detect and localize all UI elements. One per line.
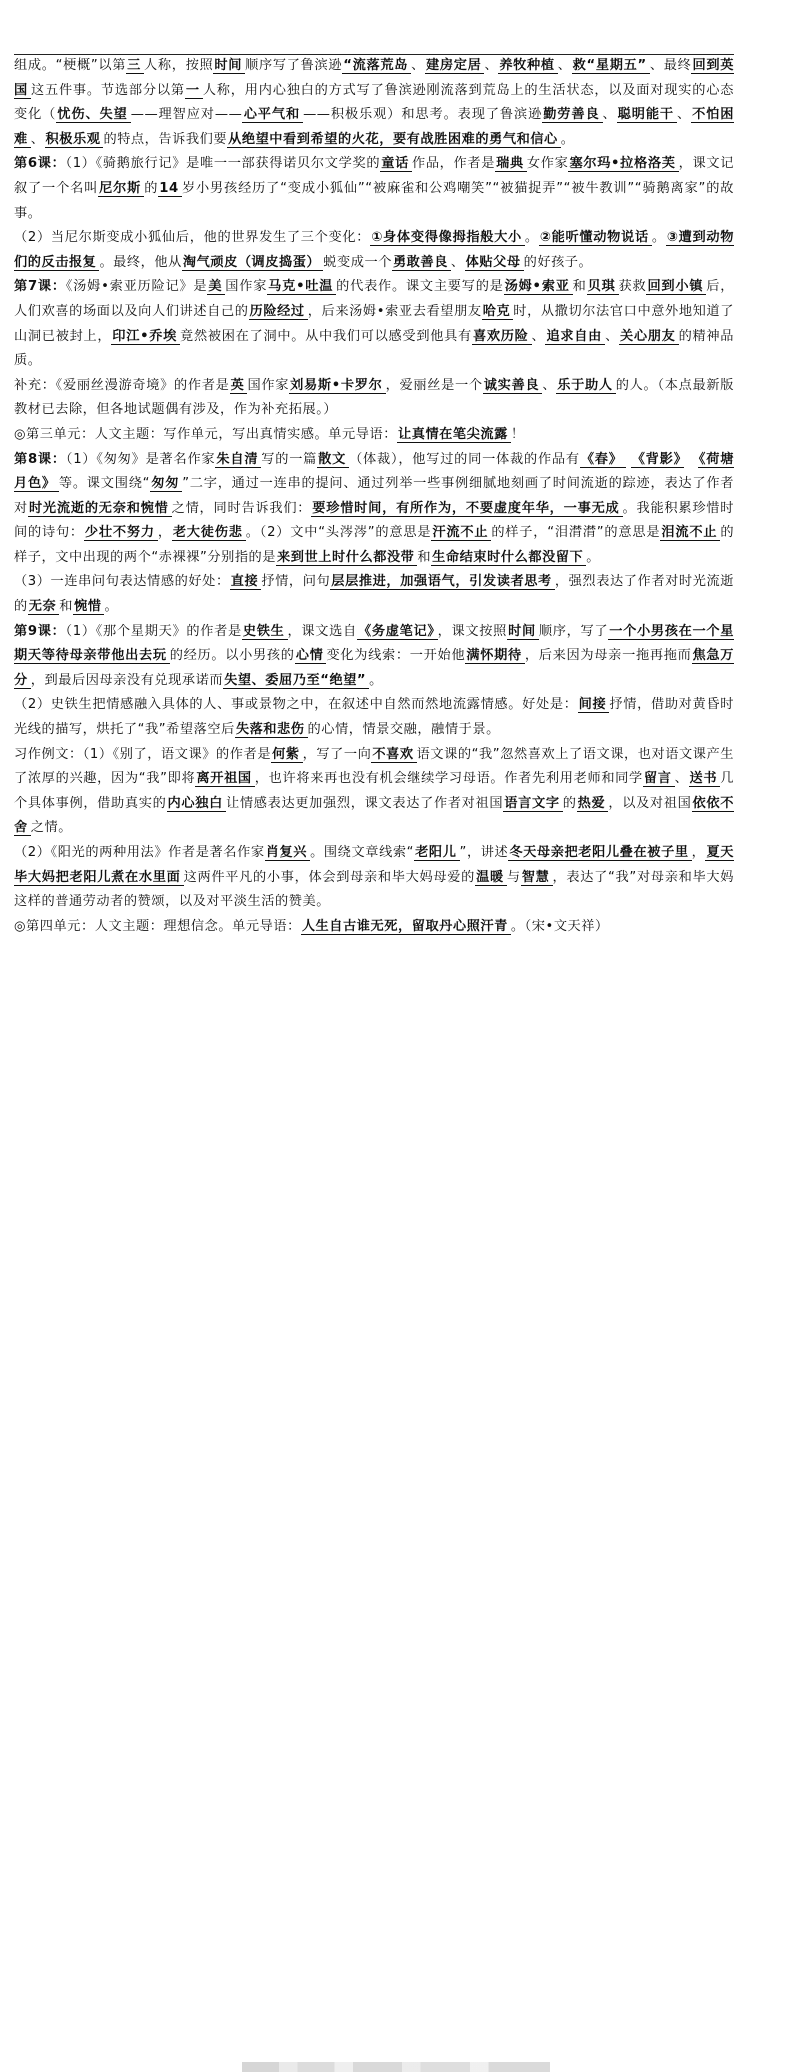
answer-blank: 冬天母亲把老阳儿叠在被子里 — [508, 845, 691, 861]
text-run: ，也许将来再也没有机会继续学习母语。作者先利用老师和同学 — [254, 771, 643, 787]
answer-blank: 勤劳善良 — [542, 107, 602, 123]
text-run: （2）《阳光的两种用法》作者是著名作家 — [14, 845, 265, 860]
answer-blank: 14 — [158, 181, 181, 197]
answer-blank: 《春》 — [580, 452, 626, 468]
answer-blank: 惋惜 — [73, 599, 104, 615]
answer-blank: 印江•乔埃 — [111, 329, 180, 345]
answer-blank: 老大徒伤悲 — [172, 525, 246, 541]
text-run: ，表达了“我”对母亲和毕大妈这样的普通劳动者的赞颂，以及对平淡生活的赞美。 — [14, 869, 734, 910]
text-run: 、 — [605, 328, 619, 344]
answer-blank: 从绝望中看到希望的火花，要有战胜困难的勇气和信心 — [227, 132, 561, 148]
answer-blank: 喜欢历险 — [472, 329, 532, 345]
answer-blank: 关心朋友 — [619, 329, 679, 345]
text-run: ”，讲述 — [459, 845, 509, 860]
text-run: 和 — [59, 599, 73, 615]
text-run: （2）史铁生把情感融入具体的人、事或景物之中，在叙述中自然而然地流露情感。好处是： — [14, 697, 578, 713]
answer-blank: 匆匆 — [150, 476, 182, 492]
text-run: ，到最后因母亲没有兑现承诺而 — [30, 672, 224, 688]
text-run: 、 — [557, 58, 572, 73]
text-run: 的人。（本点最新版教材已去除，但各地试题偶有涉及，作为补充拓展。） — [14, 377, 734, 418]
text-run: （1）《匆匆》是著名作家 — [65, 451, 216, 467]
text-run: 、 — [602, 107, 617, 123]
text-run: ◎第三单元：人文主题：写作单元，写出真情实感。单元导语： — [14, 426, 397, 442]
paragraph — [14, 226, 734, 275]
text-run: 抒情，问句 — [261, 574, 331, 590]
text-run: （1）《骑鹅旅行记》是唯一一部获得诺贝尔文学奖的 — [65, 156, 381, 172]
text-run: 之情，同时告诉我们： — [171, 500, 312, 516]
answer-blank: 留言 — [643, 771, 675, 787]
text-run: 等。课文围绕“ — [58, 476, 151, 492]
text-run: ，爱丽丝是一个 — [385, 377, 483, 393]
answer-blank: 不怕困难 — [14, 107, 735, 147]
text-run: ，课文记叙了一个名叫 — [14, 156, 734, 196]
text-run: 《汤姆•索亚历险记》是 — [65, 279, 208, 295]
text-run: 人称，用内心独白的方式写了鲁滨逊刚流落到荒岛上的生活状态，以及面对现实的心态变化（ — [14, 82, 734, 123]
answer-blank: 哈克 — [482, 304, 514, 320]
answer-blank: ③遭到动物们的反击报复 — [14, 230, 734, 270]
text-run: 获救 — [618, 279, 647, 295]
text-run: 。我能积累珍惜时间的诗句： — [14, 500, 735, 541]
answer-blank: 回到英国 — [14, 58, 734, 98]
answer-blank: 送书 — [689, 771, 721, 787]
answer-blank: 塞尔玛•拉格洛芙 — [568, 156, 678, 172]
text-run: 、 — [677, 107, 692, 123]
answer-blank: 英 — [230, 378, 248, 394]
text-run: 的好孩子。 — [523, 254, 593, 270]
answer-blank: 瑞典 — [495, 156, 527, 172]
answer-blank: 无奈 — [28, 599, 59, 615]
text-run: 让情感表达更加强烈，课文表达了作者对祖国 — [225, 795, 504, 811]
text-run: 的经历。以小男孩的 — [169, 648, 295, 664]
answer-blank: 马克•吐温 — [267, 279, 336, 295]
text-run: 变化为线索：一开始他 — [326, 648, 466, 664]
text-run: 人称，按照 — [144, 58, 214, 73]
answer-blank: 体贴父母 — [465, 255, 524, 271]
answer-blank: 朱自清 — [215, 452, 261, 468]
answer-blank: 《背影》 — [631, 452, 684, 468]
text-run: ， — [691, 845, 706, 860]
answer-blank: 尼尔斯 — [98, 181, 144, 197]
text-run: 蜕变成一个 — [323, 254, 392, 270]
answer-blank: ①身体变得像拇指般大小 — [370, 230, 525, 246]
text-run: 。 — [369, 672, 383, 688]
answer-blank: 养牧种植 — [498, 58, 557, 74]
paragraph — [14, 570, 734, 619]
text-run: 。围绕文章线索“ — [310, 845, 415, 860]
answer-blank: 童话 — [380, 156, 412, 172]
text-run: 作品，作者是 — [411, 156, 496, 172]
text-run: 。 — [586, 549, 601, 565]
text-run: （3）一连串问句表达情感的好处： — [14, 574, 230, 590]
text-run: ，课文按照 — [437, 623, 508, 639]
text-run: 和 — [417, 549, 432, 565]
lesson-heading: 第8课： — [14, 451, 66, 467]
answer-blank: 一个小男孩在一个星期天等待母亲带他出去玩 — [14, 623, 735, 664]
text-run: 这两件平凡的小事，体会到母亲和毕大妈母爱的 — [183, 869, 476, 885]
text-run: ”二字，通过一连串的提问、通过列举一些事例细腻地刻画了时间流逝的踪迹，表达了作者对 — [14, 476, 735, 516]
answer-blank: 积极乐观 — [45, 132, 104, 148]
answer-blank: 汗流不止 — [431, 525, 491, 541]
text-run: 的样子，“泪潸潸”的意思是 — [491, 525, 661, 541]
text-run: 。（宋•文天祥） — [510, 918, 609, 934]
answer-blank: 智慧 — [521, 870, 553, 886]
text-run: （2）当尼尔斯变成小狐仙后，他的世界发生了三个变化： — [14, 230, 371, 246]
text-run: 。（2）文中“头涔涔”的意思是 — [245, 525, 432, 541]
answer-blank: 刘易斯•卡罗尔 — [289, 378, 385, 394]
text-run: ！ — [510, 426, 525, 442]
lesson-heading: 第9课： — [14, 623, 66, 639]
text-run: 顺序写了鲁滨逊 — [245, 58, 343, 73]
text-run: 国作家 — [225, 279, 268, 295]
text-run: ，后来汤姆•索亚去看望朋友 — [307, 303, 482, 319]
answer-blank: 何紫 — [271, 747, 303, 763]
answer-blank: 《荷塘月色》 — [14, 451, 734, 492]
text-run: 、 — [674, 771, 689, 787]
lesson-heading: 第7课： — [14, 279, 66, 295]
text-run: ， — [157, 525, 172, 541]
answer-blank: 《务虚笔记》 — [357, 624, 438, 640]
text-run: 的心情，情景交融，融情于景。 — [307, 722, 500, 738]
paragraph — [14, 423, 734, 448]
answer-blank: 淘气顽皮（调皮捣蛋） — [182, 255, 323, 271]
text-run: 组成。“梗概”以第 — [14, 58, 127, 73]
answer-blank: 来到世上时什么都没带 — [276, 550, 417, 566]
study-notes-body — [14, 54, 734, 939]
answer-blank: 时间 — [507, 624, 539, 640]
paragraph — [14, 693, 734, 742]
answer-blank: 语言文字 — [503, 796, 562, 812]
text-run: 。最终，他从 — [99, 254, 182, 270]
answer-blank: 汤姆•索亚 — [504, 279, 573, 295]
answer-blank: 直接 — [230, 574, 262, 590]
answer-blank: 不喜欢 — [371, 747, 416, 763]
text-run: 、 — [30, 131, 45, 147]
answer-blank: 三 — [126, 58, 144, 74]
paragraph — [14, 448, 734, 571]
answer-blank: 历险经过 — [249, 304, 308, 320]
text-run: ——理智应对—— — [130, 107, 243, 123]
answer-blank: 肖复兴 — [265, 845, 310, 861]
text-run: 竟然被困在了洞中。从中我们可以感受到他具有 — [180, 328, 472, 344]
answer-blank: 史铁生 — [242, 624, 288, 640]
text-run: 习作例文：（1）《别了，语文课》的作者是 — [14, 746, 272, 762]
text-run: 。 — [651, 230, 666, 246]
text-run: 语文课的“我”忽然喜欢上了语文课，也对语文课产生了浓厚的兴趣，因为“我”即将 — [14, 746, 734, 787]
text-run: 。 — [104, 599, 119, 615]
answer-blank: 要珍惜时间，有所作为，不要虚度年华，一事无成 — [311, 501, 622, 517]
answer-blank: 美 — [207, 279, 225, 295]
text-run: 女作家 — [526, 156, 569, 172]
answer-blank: 心情 — [295, 648, 327, 664]
paragraph — [14, 915, 734, 940]
text-run: 之情。 — [30, 820, 72, 836]
text-run: 抒情，借助对黄昏时光线的描写，烘托了“我”希望落空后 — [14, 697, 735, 738]
answer-blank: 间接 — [578, 697, 610, 713]
text-run: 补充：《爱丽丝漫游奇境》的作者是 — [14, 377, 230, 393]
paragraph — [14, 374, 734, 423]
text-run: 、 — [531, 328, 546, 344]
answer-blank: 人生自古谁无死，留取丹心照汗青 — [301, 919, 511, 935]
answer-blank: 散文 — [317, 452, 349, 468]
text-run: ，强烈表达了作者对时光流逝的 — [14, 574, 734, 615]
page-bottom-crop — [0, 1012, 793, 1122]
paragraph — [14, 620, 734, 694]
text-run: 几个具体事例，借助真实的 — [14, 771, 734, 811]
answer-blank: ②能听懂动物说话 — [539, 230, 652, 246]
text-run: 的精神品质。 — [14, 328, 735, 369]
text-run: ，课文选自 — [287, 623, 357, 639]
answer-blank: 心平气和 — [242, 107, 303, 123]
text-run — [684, 452, 698, 467]
paragraph — [14, 841, 734, 915]
answer-blank: 依依不舍 — [14, 795, 734, 836]
text-run: 的 — [144, 180, 159, 196]
text-run: （1）《那个星期天》的作者是 — [65, 623, 242, 639]
text-run: 国作家 — [247, 377, 290, 393]
answer-blank: 忧伤、失望 — [56, 107, 130, 123]
answer-blank: 回到小镇 — [646, 279, 706, 295]
text-run: 这五件事。节选部分以第 — [30, 82, 185, 98]
text-run: 岁小男孩经历了“变成小狐仙”“被麻雀和公鸡嘲笑”“被猫捉弄”“被牛教训”“骑鹅离家”的故事。 — [14, 180, 734, 221]
answer-blank: 失落和悲伤 — [235, 722, 308, 738]
answer-blank: 生命结束时什么都没留下 — [431, 550, 586, 566]
text-run: 的样子，文中出现的两个“赤裸裸”分别指的是 — [14, 525, 735, 565]
text-run: 写的一篇 — [261, 451, 318, 467]
answer-blank: 内心独白 — [167, 796, 226, 812]
answer-blank: “流落荒岛 — [342, 58, 411, 74]
answer-blank: 时光流逝的无奈和惋惜 — [28, 501, 172, 517]
text-run: 与 — [506, 869, 521, 885]
paragraph — [14, 743, 734, 841]
text-run — [626, 452, 631, 467]
answer-blank: 勇敢善良 — [392, 255, 451, 271]
answer-blank: 失望、委屈乃至“绝望” — [223, 673, 369, 689]
text-run: 、 — [542, 377, 557, 393]
text-run: ——积极乐观）和思考。表现了鲁滨逊 — [303, 107, 543, 123]
answer-blank: 贝琪 — [587, 279, 619, 295]
text-run: 和 — [572, 279, 587, 295]
text-run: ，以及对祖国 — [608, 795, 692, 811]
answer-blank: 一 — [185, 83, 203, 99]
answer-blank: 泪流不止 — [660, 525, 720, 541]
text-run: 、 — [484, 58, 499, 73]
answer-blank: 少壮不努力 — [84, 525, 158, 541]
paragraph — [14, 54, 734, 152]
text-run: 时，从撒切尔法官口中意外地知道了山洞已被封上， — [14, 303, 734, 344]
text-run: （体裁），他写过的同一体裁的作品有 — [349, 451, 580, 467]
answer-blank: 焦急万分 — [14, 648, 735, 688]
text-run: 、 — [411, 58, 425, 73]
text-run: 的 — [562, 795, 577, 811]
answer-blank: 老阳儿 — [414, 845, 459, 861]
text-run: 。 — [524, 230, 539, 246]
text-run: 的特点，告诉我们要 — [103, 131, 228, 147]
text-run: 。 — [560, 131, 575, 147]
blurred-footer-watermark — [242, 2062, 550, 2072]
lesson-heading: 第6课： — [14, 156, 66, 172]
answer-blank: 追求自由 — [545, 329, 605, 345]
text-run: 、最终 — [649, 58, 692, 73]
text-run: ◎第四单元：人文主题：理想信念。单元导语： — [14, 918, 301, 934]
answer-blank: 热爱 — [577, 796, 609, 812]
text-run: 顺序，写了 — [538, 623, 609, 639]
answer-blank: 救“星期五” — [572, 58, 650, 74]
paragraph — [14, 152, 734, 226]
text-run: 后，人们欢喜的场面以及向人们讲述自己的 — [14, 279, 734, 319]
answer-blank: 聪明能干 — [617, 107, 677, 123]
answer-blank: 建房定居 — [425, 58, 484, 74]
answer-blank: 诚实善良 — [483, 378, 543, 394]
answer-blank: 乐于助人 — [556, 378, 616, 394]
paragraph — [14, 275, 734, 373]
answer-blank: 让真情在笔尖流露 — [397, 427, 511, 443]
text-run: 的代表作。课文主要写的是 — [336, 279, 504, 295]
answer-blank: 夏天毕大妈把老阳儿煮在水里面 — [14, 845, 734, 885]
text-run: ，写了一向 — [302, 746, 372, 762]
answer-blank: 离开祖国 — [195, 771, 254, 787]
text-run: ，后来因为母亲一拖再拖而 — [524, 648, 692, 664]
answer-blank: 满怀期待 — [465, 648, 525, 664]
answer-blank: 时间 — [213, 58, 245, 74]
answer-blank: 层层推进，加强语气，引发读者思考 — [330, 574, 555, 590]
answer-blank: 温暖 — [475, 870, 507, 886]
text-run: 、 — [450, 254, 465, 270]
